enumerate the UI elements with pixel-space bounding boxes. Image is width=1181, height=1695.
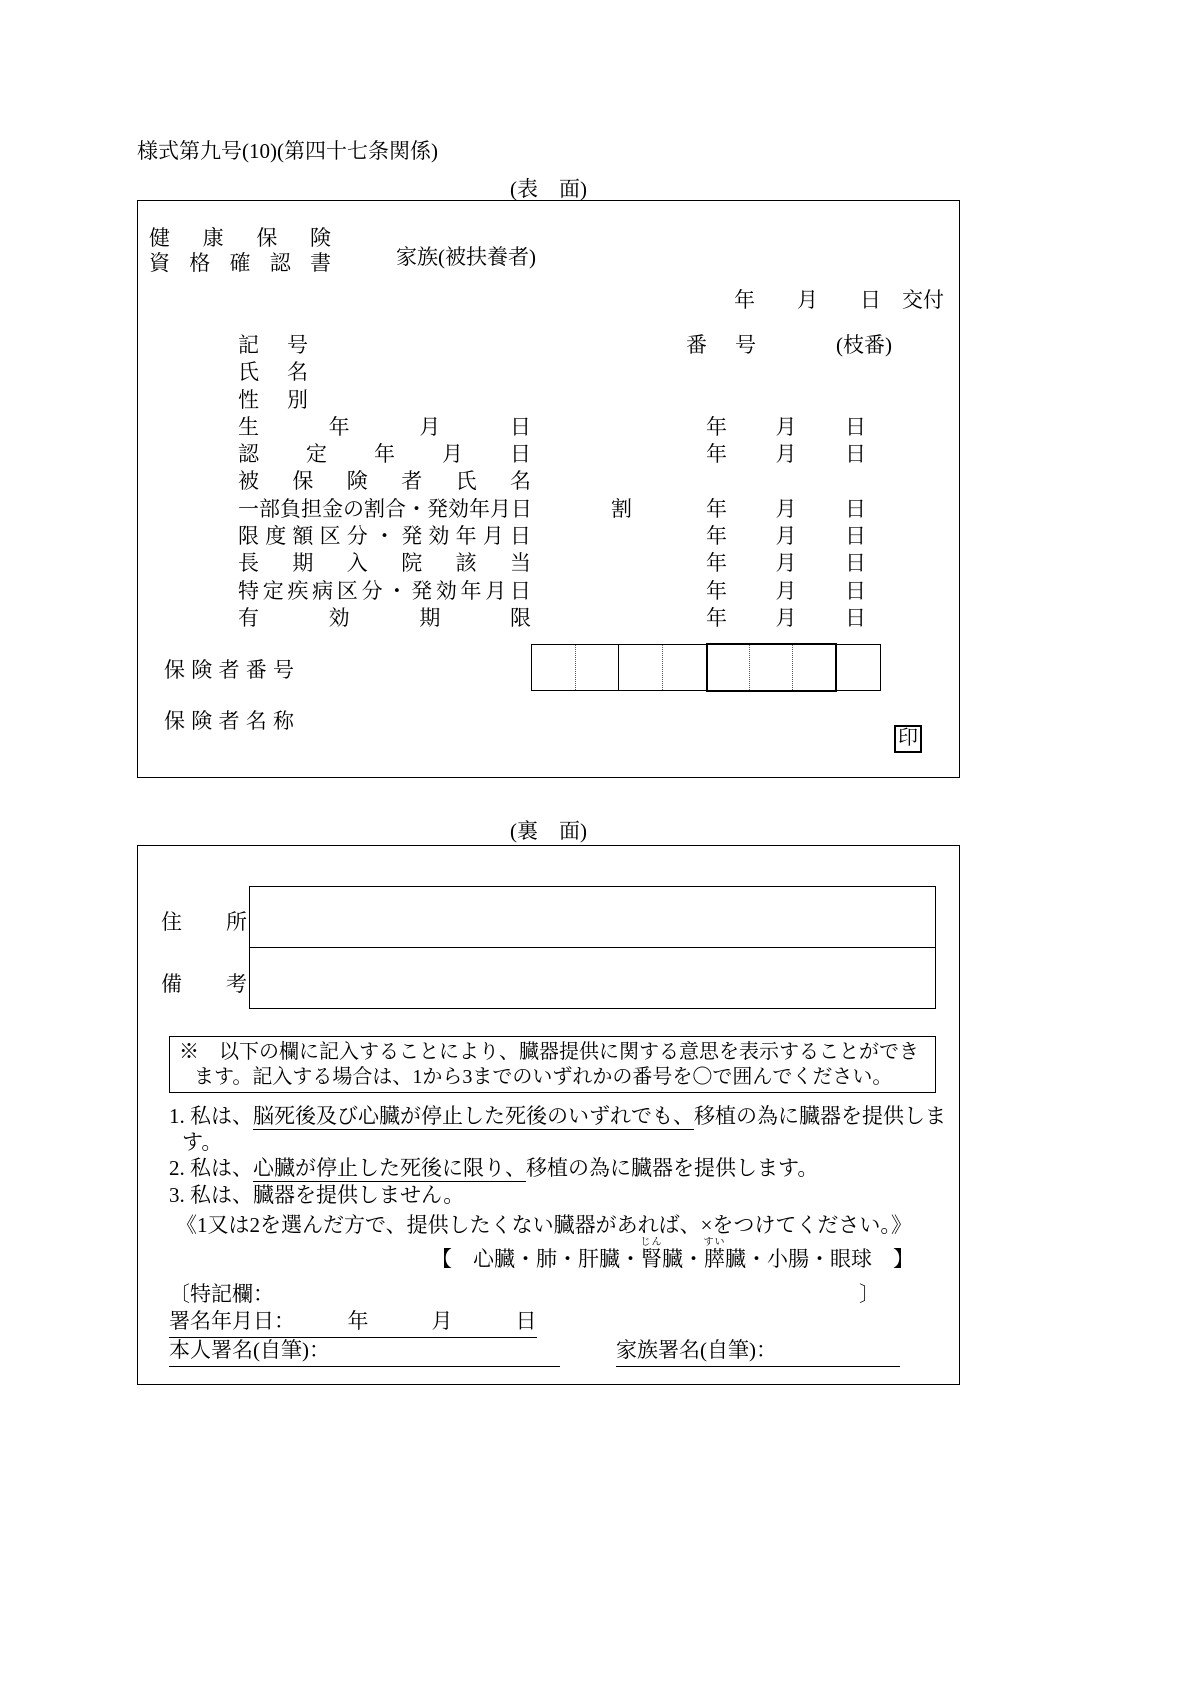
family-signature-label: 家族署名(自筆)：	[616, 1338, 777, 1362]
field-row	[138, 520, 959, 547]
organ-ruby: 膵すい	[703, 1237, 726, 1271]
date-unit-year: 年	[706, 551, 727, 576]
holder-type-label: 家族(被扶養者)	[396, 245, 536, 269]
organ-text: 臓・	[662, 1247, 704, 1271]
digit-cell[interactable]	[793, 645, 835, 690]
insurer-number-label: 保険者番号	[164, 658, 294, 682]
date-units	[706, 575, 866, 605]
organ-ruby: 腎じん	[640, 1237, 663, 1271]
date-unit-year: 年	[706, 578, 727, 603]
insurer-number-main-group	[706, 643, 838, 692]
self-signature-field[interactable]	[169, 1334, 560, 1367]
self-signature-label: 本人署名(自筆)：	[169, 1338, 330, 1362]
date-units	[706, 547, 866, 577]
family-signature-blank[interactable]	[777, 1355, 900, 1357]
donation-text: 移植の為に臓器を提供しま	[694, 1104, 946, 1128]
date-unit-day: 日	[845, 414, 866, 439]
date-unit-year: 年	[706, 605, 727, 630]
donation-item-line	[169, 1103, 946, 1129]
special-note-close: 〕	[859, 1282, 880, 1306]
date-unit-year: 年	[706, 524, 727, 549]
remarks-label: 備考	[161, 972, 247, 996]
date-unit-day: 日	[845, 551, 866, 576]
field-label: 一部負担金の割合・発効年月日	[238, 496, 532, 521]
field-row	[138, 547, 959, 574]
digit-cell[interactable]	[576, 645, 620, 690]
donation-text: す。	[182, 1130, 223, 1155]
field-label: 性別	[238, 387, 308, 412]
donation-text: 1. 私は、	[169, 1104, 253, 1128]
field-row	[138, 329, 959, 356]
front-field-rows	[138, 329, 959, 629]
date-unit-month: 月	[775, 414, 797, 439]
digit-cell[interactable]	[837, 645, 880, 690]
date-units	[706, 438, 866, 468]
front-title	[149, 226, 331, 276]
field-label: 認定年月日	[238, 442, 531, 467]
sign-date-label: 署名年月日： 年 月 日	[169, 1305, 537, 1338]
field-label: 被保険者氏名	[238, 469, 531, 494]
back-card	[137, 845, 960, 1385]
date-unit-month: 月	[775, 551, 797, 576]
field-row	[138, 356, 959, 383]
bango-label: 番号	[686, 333, 756, 357]
donation-underlined-text: 心臓が停止した死後に限り、	[253, 1156, 526, 1181]
field-label: 氏名	[238, 360, 308, 385]
date-unit-month: 月	[775, 578, 797, 603]
date-units	[706, 493, 866, 523]
field-row	[138, 575, 959, 602]
field-label: 特定疾病区分・発効年月日	[238, 578, 531, 603]
family-signature-field[interactable]	[616, 1334, 900, 1367]
organ-exclude-instruction: 《1又は2を選んだ方で、提供したくない臓器があれば、×をつけてください。》	[176, 1213, 912, 1237]
digit-cell[interactable]	[619, 645, 663, 690]
date-unit-day: 日	[845, 442, 866, 467]
date-unit-month: 月	[775, 524, 797, 549]
edaban-label: (枝番)	[836, 333, 892, 357]
front-card	[137, 200, 960, 778]
front-title-line2: 資格確認書	[149, 251, 331, 275]
organ-text: 【 心臓・肺・肝臓・	[431, 1247, 641, 1271]
field-label: 限度額区分・発効年月日	[238, 524, 531, 549]
date-unit-day: 日	[845, 524, 866, 549]
remarks-field[interactable]	[249, 947, 936, 1009]
donation-item-line	[169, 1129, 946, 1155]
date-units	[706, 520, 866, 550]
field-label: 有効期限	[238, 605, 531, 630]
ratio-unit-label: 割	[611, 496, 632, 521]
date-unit-day: 日	[845, 496, 866, 521]
special-note-line[interactable]	[169, 1278, 880, 1308]
front-side-label: (表 面)	[510, 177, 587, 201]
self-signature-blank[interactable]	[330, 1355, 560, 1357]
organ-list	[431, 1237, 914, 1273]
field-label: 長期入院該当	[238, 551, 531, 576]
seal-box	[894, 725, 922, 753]
date-unit-month: 月	[775, 442, 797, 467]
date-unit-day: 日	[845, 578, 866, 603]
date-unit-year: 年	[706, 414, 727, 439]
digit-cell[interactable]	[663, 645, 706, 690]
digit-cell[interactable]	[532, 645, 576, 690]
address-field[interactable]	[249, 886, 936, 948]
seal-label: 印	[898, 727, 918, 749]
issue-date-line: 年 月 日 交付	[734, 288, 944, 312]
donation-text: 移植の為に臓器を提供します。	[526, 1156, 819, 1181]
insurer-name-label: 保険者名称	[164, 709, 294, 733]
date-unit-year: 年	[706, 496, 727, 521]
field-row	[138, 438, 959, 465]
front-title-line1: 健康保険	[149, 226, 331, 250]
date-unit-month: 月	[775, 605, 797, 630]
signature-row	[169, 1334, 944, 1364]
date-unit-day: 日	[845, 605, 866, 630]
back-side-label: (裏 面)	[510, 819, 587, 843]
donation-item-line	[169, 1155, 946, 1181]
special-note-open: 〔特記欄：	[169, 1282, 274, 1306]
field-row	[138, 602, 959, 629]
date-units	[706, 411, 866, 441]
digit-cell[interactable]	[750, 645, 793, 690]
field-row	[138, 465, 959, 492]
field-label: 生年月日	[238, 414, 531, 439]
digit-cell[interactable]	[708, 645, 751, 690]
donation-underlined-text: 脳死後及び心臓が停止した死後のいずれでも、	[253, 1104, 694, 1128]
donation-text: 3. 私は、臓器を提供しません。	[169, 1182, 465, 1207]
organ-donation-notice	[169, 1036, 936, 1093]
form-code: 様式第九号(10)(第四十七条関係)	[137, 139, 438, 163]
organ-text: 臓・小腸・眼球 】	[725, 1247, 914, 1271]
field-row	[138, 411, 959, 438]
date-unit-year: 年	[706, 442, 727, 467]
address-label: 住所	[161, 910, 247, 934]
field-label: 記号	[238, 333, 308, 357]
donation-item-line	[169, 1182, 946, 1208]
field-row	[138, 493, 959, 520]
notice-line1: ※ 以下の欄に記入することにより、臓器提供に関する意思を表示することができ	[179, 1041, 919, 1063]
field-row	[138, 384, 959, 411]
donation-items	[169, 1103, 946, 1208]
insurer-number-grid[interactable]	[531, 644, 881, 691]
date-units	[706, 602, 866, 632]
notice-line2: ます。記入する場合は、1から3までのいずれかの番号を〇で囲んでください。	[194, 1066, 893, 1088]
date-unit-month: 月	[775, 496, 797, 521]
donation-text: 2. 私は、	[169, 1156, 253, 1181]
